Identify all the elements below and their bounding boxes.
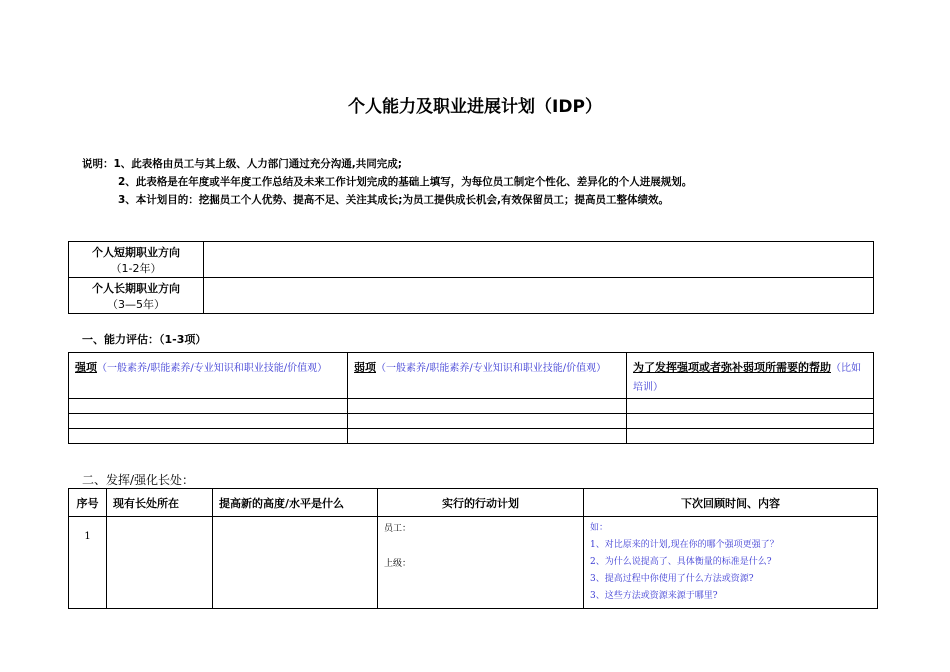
strengths-header: [69, 353, 348, 399]
ability-cell[interactable]: [348, 399, 627, 414]
row-number: 1: [69, 517, 107, 609]
help-hint: （比如培训）: [633, 363, 861, 393]
review-line: 3、这些方法或资源来源于哪里?: [590, 591, 718, 601]
note-line-3: 3、本计划目的：挖掘员工个人优势、提高不足、关注其成长;为员工提供成长机会,有效保留员工；提高员工整体绩效。: [118, 194, 669, 206]
current-strength-input[interactable]: [107, 517, 213, 609]
ability-cell[interactable]: [348, 414, 627, 429]
plan-employee-label: 员工：: [384, 524, 412, 534]
header-new-level: 提高新的高度/水平是什么: [213, 489, 378, 517]
review-line: 3、提高过程中你使用了什么方法或资源?: [590, 574, 754, 584]
action-plan-cell[interactable]: [378, 517, 584, 609]
weaknesses-header: [348, 353, 627, 399]
help-header: [627, 353, 874, 399]
page-title: 个人能力及职业进展计划（IDP）: [348, 97, 602, 117]
short-term-label: 个人短期职业方向: [92, 245, 180, 259]
career-direction-table: [68, 241, 874, 314]
long-term-range: （3—5年）: [107, 297, 165, 311]
ability-cell[interactable]: [627, 429, 874, 444]
note-line-2: 2、此表格是在年度或半年度工作总结及未来工作计划完成的基础上填写，为每位员工制定个性化、差异化的个人进展规划。: [118, 176, 693, 188]
review-line: 2、为什么说提高了、具体衡量的标准是什么?: [590, 557, 772, 567]
note-line-1: 说明：1、此表格由员工与其上级、人力部门通过充分沟通,共同完成;: [82, 158, 402, 170]
new-level-input[interactable]: [213, 517, 378, 609]
help-title: 为了发挥强项或者弥补弱项所需要的帮助: [633, 361, 831, 374]
ability-cell[interactable]: [627, 414, 874, 429]
ability-table: [68, 352, 874, 444]
strength-plan-table: [68, 488, 878, 609]
ability-cell[interactable]: [627, 399, 874, 414]
long-term-label: 个人长期职业方向: [92, 281, 180, 295]
review-line: 如：: [590, 523, 609, 533]
ability-cell[interactable]: [69, 429, 348, 444]
review-cell[interactable]: [584, 517, 878, 609]
long-term-input[interactable]: [204, 278, 874, 314]
ability-cell[interactable]: [69, 414, 348, 429]
weaknesses-hint: （一般素养/职能素养/专业知识和职业技能/价值观）: [376, 363, 607, 374]
ability-cell[interactable]: [69, 399, 348, 414]
strengths-title: 强项: [75, 361, 97, 374]
header-review: 下次回顾时间、内容: [584, 489, 878, 517]
section-1-title: 一、能力评估：（1-3项）: [82, 333, 207, 346]
ability-cell[interactable]: [348, 429, 627, 444]
short-term-range: （1-2年）: [110, 261, 162, 275]
header-action-plan: 实行的行动计划: [378, 489, 584, 517]
strengths-hint: （一般素养/职能素养/专业知识和职业技能/价值观）: [97, 363, 328, 374]
short-term-input[interactable]: [204, 242, 874, 278]
weaknesses-title: 弱项: [354, 361, 376, 374]
header-current-strength: 现有长处所在: [107, 489, 213, 517]
section-2-title: 二、发挥/强化长处：: [82, 473, 195, 487]
review-line: 1、对比原来的计划,现在你的哪个强项更强了？: [590, 540, 779, 550]
header-no: 序号: [69, 489, 107, 517]
plan-superior-label: 上级：: [384, 559, 412, 569]
short-term-cell: [69, 242, 204, 278]
long-term-cell: [69, 278, 204, 314]
